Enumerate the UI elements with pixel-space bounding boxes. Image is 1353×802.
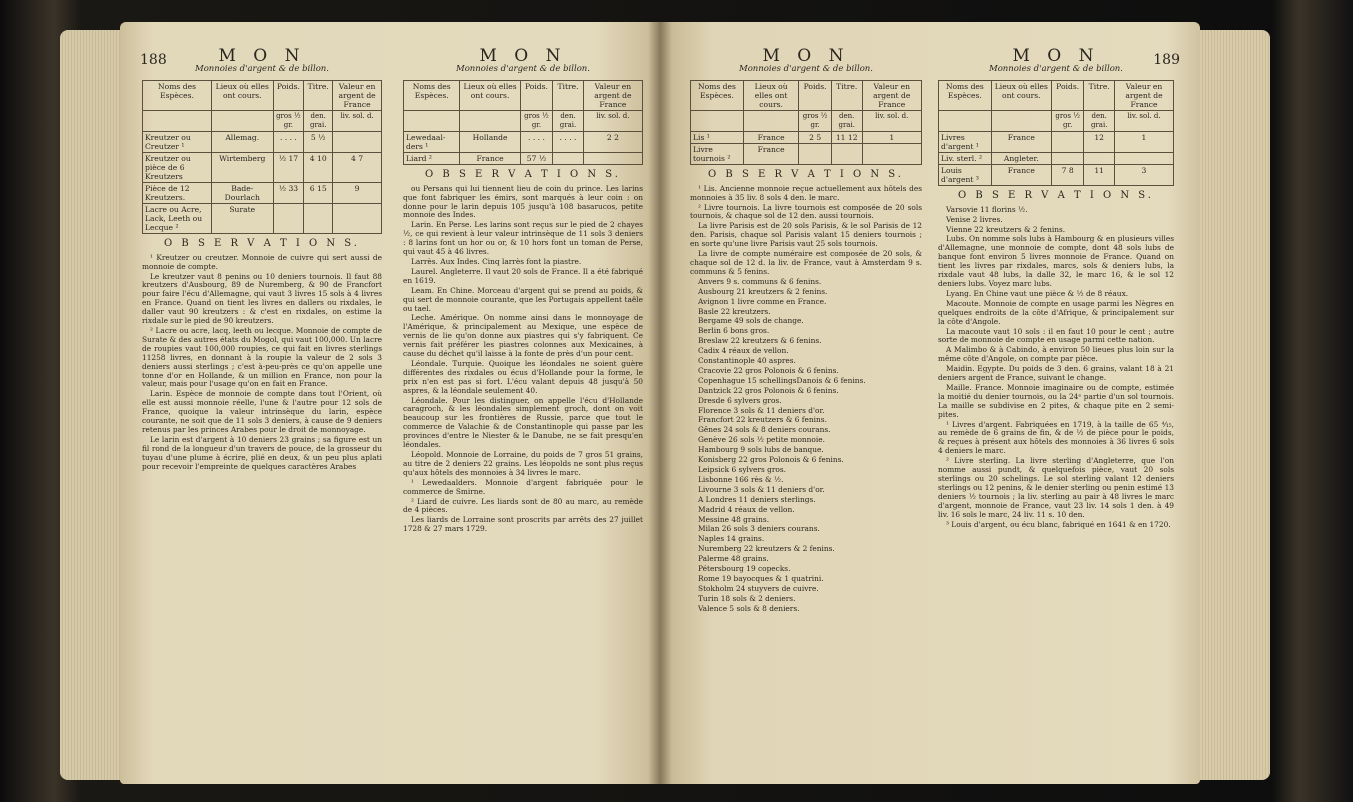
table-cell: France xyxy=(743,143,798,164)
paragraph: Venise 2 livres. xyxy=(946,214,1003,224)
column-header: Valeur en argent de France xyxy=(583,80,642,110)
table-cell: 4 10 xyxy=(304,152,333,182)
table-cell: Allemag. xyxy=(212,131,274,152)
paragraph: La livre de compte numéraire est composée de 20 sols, & chaque sol de 12 d. la liv. de France, vaut à Amsterdam 9 s. communs & 5 fenins. xyxy=(690,249,922,276)
table-cell: 57 ½ xyxy=(520,152,553,164)
paragraph: Avignon 1 livre comme en France. xyxy=(698,296,827,306)
observations-heading: O B S E R V A T I O N S. xyxy=(958,189,1154,201)
table-cell: . . . . xyxy=(273,131,304,152)
table-cell xyxy=(1084,152,1115,164)
table-subtitle: Monnoies d'argent & de billon. xyxy=(194,63,329,74)
table-row xyxy=(143,182,382,203)
paragraph: A Malimbo & à Cabindo, à environ 50 lieues plus loin sur la même côte d'Angole, on compte par pièce. xyxy=(938,345,1174,364)
unit-cell xyxy=(460,110,520,131)
paragraph: Lubs. On nomme sols lubs à Hambourg & en plusieurs villes d'Allemagne, une monnoie de compte, dont 48 sols lubs de banque font environ 5 livres monnoie de France. Quand on tient les livres par rixdales, marcs, sols & deniers lubs, la rixdale vaut 48 lubs, la dalle 32, le marc 16, & le sol 12 deniers lubs. Voyez marc lubs. xyxy=(938,234,1174,288)
table-cell: Liv. sterl. ² xyxy=(939,152,992,164)
book-gutter xyxy=(648,22,672,784)
column-header: Titre. xyxy=(831,80,862,110)
paragraph: A Londres 11 deniers sterlings. xyxy=(698,494,816,504)
table-row xyxy=(939,164,1174,185)
table-cell: Hollande xyxy=(460,131,520,152)
paragraph: Lisbonne 166 rès & ½. xyxy=(698,474,784,484)
page-number: 189 xyxy=(1153,52,1180,68)
column-header: Valeur en argent de France xyxy=(862,80,922,110)
paragraph: ¹ Lis. Ancienne monnoie reçue actuellement aux hôtels des monnoies à 35 liv. 8 sols 4 den. le marc. xyxy=(690,183,922,202)
paragraph: Les liards de Lorraine sont proscrits par arrêts des 27 juillet 1728 & 27 mars 1729. xyxy=(403,515,643,534)
paragraph: Berlin 6 bons gros. xyxy=(698,326,770,336)
right-column-1 xyxy=(690,46,922,615)
left-column-2 xyxy=(403,46,643,535)
column-header: Valeur en argent de France xyxy=(333,80,382,110)
table-cell: . . . . xyxy=(553,131,584,152)
table-cell: 2 5 xyxy=(799,131,832,143)
paragraph: La macoute vaut 10 sols : il en faut 10 pour le cent ; autre sorte de monnoie de compte en usage parmi cette nation. xyxy=(938,326,1174,345)
table-cell: Bade-Dourlach xyxy=(212,182,274,203)
column-header: Lieux où elles ont cours. xyxy=(212,80,274,110)
table-cell: Livres d'argent ¹ xyxy=(939,131,992,152)
paragraph: Macoute. Monnoie de compte en usage parmi les Nègres en quelques endroits de la côte d'Afrique, & principalement sur la côte d'Angole. xyxy=(938,298,1174,326)
coin-table xyxy=(142,80,382,234)
table-row xyxy=(143,131,382,152)
unit-cell xyxy=(691,110,744,131)
paragraph: Madrid 4 réaux de vellon. xyxy=(698,504,795,514)
column-header: Lieux où elles ont cours. xyxy=(743,80,798,110)
paragraph: Nuremberg 22 kreutzers & 2 fenins. xyxy=(698,544,835,554)
paragraph: Larin. En Perse. Les larins sont reçus sur le pied de 2 chayes ½, ce qui revient à leur valeur intrinsèque de 11 sols 3 deniers : 8 larins font un hor ou or, & 10 hors font un toman de Perse, qui vaut 45 à 46 livres. xyxy=(403,220,643,257)
page-number: 188 xyxy=(140,52,167,68)
observations-heading: O B S E R V A T I O N S. xyxy=(164,237,360,249)
unit-cell: liv. sol. d. xyxy=(583,110,642,131)
paragraph: Hambourg 9 sols lubs de banque. xyxy=(698,445,824,455)
column-header: Lieux où elles ont cours. xyxy=(991,80,1051,110)
paragraph: Francfort 22 kreutzers & 6 fenins. xyxy=(698,415,827,425)
table-cell: . . . . xyxy=(520,131,553,152)
paragraph: Dantzick 22 gros Polonois & 6 fenins. xyxy=(698,385,839,395)
unit-cell: gros ½ gr. xyxy=(1051,110,1084,131)
unit-cell: gros ½ gr. xyxy=(520,110,553,131)
unit-cell xyxy=(939,110,992,131)
table-cell: Livre tournois ² xyxy=(691,143,744,164)
column-header: Poids. xyxy=(273,80,304,110)
paragraph: ¹ Lewedaalders. Monnoie d'argent fabriquée pour le commerce de Smirne. xyxy=(403,477,643,496)
table-cell: 11 12 xyxy=(831,131,862,143)
column-header: Poids. xyxy=(520,80,553,110)
paragraph: ³ Louis d'argent, ou écu blanc, fabriqué en 1641 & en 1720. xyxy=(946,519,1171,529)
paragraph: Constantinople 40 aspres. xyxy=(698,356,796,366)
table-cell: France xyxy=(460,152,520,164)
unit-cell: den. grai. xyxy=(1084,110,1115,131)
paragraph: Anvers 9 s. communs & 6 fenins. xyxy=(698,276,822,286)
table-cell: Lis ¹ xyxy=(691,131,744,143)
paragraph: Leam. En Chine. Morceau d'argent qui se prend au poids, & qui sert de monnoie courante, que les Portugais appellent taële ou tael. xyxy=(403,285,643,313)
paragraph: Breslaw 22 kreutzers & 6 fenins. xyxy=(698,336,822,346)
table-cell: Louis d'argent ³ xyxy=(939,164,992,185)
running-header: M O N xyxy=(218,46,306,66)
table-cell xyxy=(583,152,642,164)
paragraph: ¹ Kreutzer ou creutzer. Monnoie de cuivre qui sert aussi de monnoie de compte. xyxy=(142,252,382,271)
left-column-1 xyxy=(142,46,382,472)
unit-cell: den. grai. xyxy=(304,110,333,131)
paragraph: Stokholm 24 stuyvers de cuivre. xyxy=(698,583,819,593)
paragraph: Naples 14 grains. xyxy=(698,534,765,544)
paragraph: Valence 5 sols & 8 deniers. xyxy=(698,603,800,613)
table-row xyxy=(143,152,382,182)
table-subtitle: Monnoies d'argent & de billon. xyxy=(988,63,1123,74)
column-header: Noms des Espèces. xyxy=(939,80,992,110)
paragraph: Milan 26 sols 3 deniers courans. xyxy=(698,524,820,534)
right-page xyxy=(660,22,1200,784)
table-cell: 5 ½ xyxy=(304,131,333,152)
right-column-2 xyxy=(938,46,1174,530)
paragraph: Varsovie 11 florins ½. xyxy=(946,204,1028,214)
running-header: M O N xyxy=(479,46,567,66)
table-cell: 2 2 xyxy=(583,131,642,152)
table-cell: Liard ² xyxy=(404,152,460,164)
paragraph: Gênes 24 sols & 8 deniers courans. xyxy=(698,425,831,435)
paragraph: Leipsick 6 sylvers gros. xyxy=(698,465,786,474)
table-cell: Surate xyxy=(212,203,274,233)
paragraph: Leche. Amérique. On nomme ainsi dans le monnoyage de l'Amérique, & principalement au Mexique, une espèce de vernis de lie qu'on donne aux piastres qui s'y fabriquent. Ce vernis fait préférer les piastres colonnes aux Mexicaines, à cause du déchet qu'il laisse à la fonte de près d'un pour cent. xyxy=(403,313,643,359)
table-cell xyxy=(862,143,922,164)
observations-heading: O B S E R V A T I O N S. xyxy=(708,168,904,180)
paragraph: ² Livre sterling. La livre sterling d'Angleterre, que l'on nomme aussi pundt, & quelquefois pièce, vaut 20 sols sterlings ou 20 schelings. Le sol sterling valant 12 deniers sterlings ou 12 penins, & le denier sterling ou penin estimé 13 deniers ½ tournois ; la liv. sterling au pair à 48 livres le marc d'argent, monnoie de France, vaut 23 liv. 14 sols 1 den. à 49 liv. 16 sols le marc, 24 liv. 11 s. 10 den. xyxy=(938,456,1174,519)
unit-cell xyxy=(743,110,798,131)
table-row xyxy=(404,152,643,164)
unit-cell: den. grai. xyxy=(831,110,862,131)
unit-cell xyxy=(212,110,274,131)
observations-text xyxy=(690,185,922,614)
unit-cell xyxy=(991,110,1051,131)
column-header: Noms des Espèces. xyxy=(143,80,212,110)
paragraph: Cadix 4 réaux de vellon. xyxy=(698,346,789,356)
table-cell: 7 8 xyxy=(1051,164,1084,185)
table-cell: 1 xyxy=(1114,131,1173,152)
unit-cell: den. grai. xyxy=(553,110,584,131)
coin-table xyxy=(690,80,922,165)
paragraph: Basle 22 kreutzers. xyxy=(698,306,771,316)
paragraph: Léopold. Monnoie de Lorraine, du poids de 7 gros 51 grains, au titre de 2 deniers 22 grains. Les léopolds ne sont plus reçus qu'aux hôtels des monnoies à 34 livres le marc. xyxy=(403,450,643,477)
unit-cell: liv. sol. d. xyxy=(1114,110,1173,131)
paragraph: ou Persans qui lui tiennent lieu de coin du prince. Les larins que font fabriquer les émirs, sont marqués à leur coin : on donne pour le larin depuis 105 jusqu'à 108 basarucos, petite monnoie des Indes. xyxy=(403,183,643,220)
observations-heading: O B S E R V A T I O N S. xyxy=(425,168,621,180)
paragraph: Ausbourg 21 kreutzers & 2 fenins. xyxy=(698,286,828,296)
paragraph: Larrès. Aux Indes. Cinq larrès font la piastre. xyxy=(411,256,582,266)
paragraph: Genève 26 sols ½ petite monnoie. xyxy=(698,435,825,445)
paragraph: ² Liard de cuivre. Les liards sont de 80 au marc, au remède de 4 pièces. xyxy=(403,496,643,515)
column-header: Titre. xyxy=(304,80,333,110)
paragraph: Le larin est d'argent à 10 deniers 23 grains ; sa figure est un fil rond de la longueur d'un travers de pouce, de la grosseur du tuyau d'une plume à écrire, plié en deux, & un peu plus aplati pour recevoir l'empreinte de quelques caractères Arabes xyxy=(142,434,382,471)
table-cell: France xyxy=(991,164,1051,185)
table-cell: 4 7 xyxy=(333,152,382,182)
table-cell: 12 xyxy=(1084,131,1115,152)
paragraph: Maille. France. Monnoie imaginaire ou de compte, estimée la moitié du denier tournois, ou la 24ᵉ partie d'un sol tournois. La maille se subdivise en 2 pites, & chaque pite en 2 semi-pites. xyxy=(938,382,1174,419)
table-cell xyxy=(553,152,584,164)
paragraph: Pétersbourg 19 copecks. xyxy=(698,564,791,574)
table-cell: Pièce de 12 Kreutzers. xyxy=(143,182,212,203)
table-cell: Lewedaal-ders ¹ xyxy=(404,131,460,152)
column-header: Poids. xyxy=(1051,80,1084,110)
table-subtitle: Monnoies d'argent & de billon. xyxy=(738,63,873,74)
table-cell: Kreutzer ou pièce de 6 Kreutzers xyxy=(143,152,212,182)
table-cell: 6 15 xyxy=(304,182,333,203)
table-cell: 3 xyxy=(1114,164,1173,185)
table-cell: Angleter. xyxy=(991,152,1051,164)
column-header: Valeur en argent de France xyxy=(1114,80,1173,110)
table-cell xyxy=(304,203,333,233)
page-edges-left xyxy=(60,30,120,780)
coin-table xyxy=(403,80,643,165)
paragraph: Turin 18 sols & 2 deniers. xyxy=(698,593,796,603)
paragraph: Bergame 49 sols de change. xyxy=(698,316,804,326)
table-cell: ½ 33 xyxy=(273,182,304,203)
paragraph: Dresde 6 sylvers gros. xyxy=(698,395,782,405)
table-cell: Lacre ou Acre, Lack, Leeth ou Lecque ² xyxy=(143,203,212,233)
table-cell: France xyxy=(991,131,1051,152)
table-row xyxy=(939,131,1174,152)
unit-cell xyxy=(143,110,212,131)
table-cell xyxy=(1051,131,1084,152)
unit-cell: gros ½ gr. xyxy=(799,110,832,131)
paragraph: Messine 48 grains. xyxy=(698,514,770,524)
paragraph: Copenhague 15 schellingsDanois & 6 fenins. xyxy=(698,375,866,385)
table-subtitle: Monnoies d'argent & de billon. xyxy=(455,63,590,74)
paragraph: Lyang. En Chine vaut une pièce & ½ de 8 réaux. xyxy=(946,288,1129,298)
table-cell xyxy=(1114,152,1173,164)
paragraph: Konisberg 22 gros Polonois & 6 fenins. xyxy=(698,455,844,465)
table-row xyxy=(404,131,643,152)
table-cell xyxy=(799,143,832,164)
table-cell xyxy=(333,203,382,233)
running-header: M O N xyxy=(1012,46,1100,66)
paragraph: Cracovie 22 gros Polonois & 6 fenins. xyxy=(698,365,839,375)
paragraph: Larin. Espèce de monnoie de compte dans tout l'Orient, où elle est aussi monnoie réelle, l'une & l'autre pour 12 sols de France, quoique la valeur intrinsèque du larin, espèce courante, ne soit que de 11 sols 3 deniers, à cause de 9 deniers retenus par les princes Arabes pour le droit de monnoyage. xyxy=(142,389,382,434)
table-cell: Wirtemberg xyxy=(212,152,274,182)
paragraph: Léondale. Pour les distinguer, on appelle l'écu d'Hollande caragroch, & les léondales simplement groch, dont on voit beaucoup sur les frontières de Russie, parce que tout le commerce de Valachie & de Constantinople qui passe par les provinces d'entre le Niester & le Danube, ne se fait presqu'en léondales. xyxy=(403,395,643,450)
paragraph: Livourne 3 sols & 11 deniers d'or. xyxy=(698,484,825,494)
table-cell: France xyxy=(743,131,798,143)
table-cell: 9 xyxy=(333,182,382,203)
left-page xyxy=(120,22,660,784)
paragraph: ¹ Livres d'argent. Fabriquées en 1719, à la taille de 65 ⁴⁄₁₅, au remède de 6 grains de fin, & de ½ de pièce pour le poids, & reçues à présent aux hôtels des monnoies à 36 livres 6 sols 4 deniers le marc. xyxy=(938,419,1174,456)
column-header: Lieux où elles ont cours. xyxy=(460,80,520,110)
paragraph: Laurel. Angleterre. Il vaut 20 sols de France. Il a été fabriqué en 1619. xyxy=(403,266,643,285)
paragraph: Rome 19 bayocques & 1 quatrini. xyxy=(698,573,824,583)
table-row xyxy=(691,143,922,164)
paragraph: ² Livre tournois. La livre tournois est composée de 20 sols tournois, & chaque sol de 12 den. aussi tournois. xyxy=(690,202,922,221)
observations-text xyxy=(142,254,382,472)
page-edges-right xyxy=(1200,30,1270,780)
table-cell xyxy=(333,131,382,152)
table-row xyxy=(691,131,922,143)
table-cell: 11 xyxy=(1084,164,1115,185)
table-cell: ½ 17 xyxy=(273,152,304,182)
table-row xyxy=(143,203,382,233)
table-row xyxy=(939,152,1174,164)
column-header: Noms des Espèces. xyxy=(404,80,460,110)
observations-text xyxy=(403,185,643,534)
column-header: Titre. xyxy=(1084,80,1115,110)
table-cell: 1 xyxy=(862,131,922,143)
paragraph: Le kreutzer vaut 8 penins ou 10 deniers tournois. Il faut 88 kreutzers d'Ausbourg, 89 de Nuremberg, & 90 de Francfort pour faire l'écu d'Allemagne, qui vaut 3 livres 15 sols à 4 livres en France. Quand on tient les livres en dallers ou rixdales, le daller vaut 90 kreutzers : & c'est en rixdales, on estime la rixdale sur le pied de 90 kreutzers. xyxy=(142,271,382,326)
unit-cell: liv. sol. d. xyxy=(333,110,382,131)
coin-table xyxy=(938,80,1174,186)
paragraph: ² Lacre ou acre, lacq, leeth ou lecque. Monnoie de compte de Surate & des autres états du Mogol, qui vaut 100,000. Un lacre de roupies vaut 100,000 roupies, ce qui fait en livres sterlings 11258 livres, en donnant à la roupie la valeur de 2 sols 3 deniers aussi sterlings ; c'est à-peu-près ce qu'on appelle une tonne d'or en Hollande, & un million en France, non pour la valeur, mais pour l'usage qu'on en fait en France. xyxy=(142,325,382,389)
paragraph: Palerme 48 grains. xyxy=(698,554,769,564)
observations-text xyxy=(938,206,1174,530)
running-header: M O N xyxy=(762,46,850,66)
unit-cell: liv. sol. d. xyxy=(862,110,922,131)
table-cell xyxy=(831,143,862,164)
unit-cell xyxy=(404,110,460,131)
table-cell: Kreutzer ou Creutzer ¹ xyxy=(143,131,212,152)
paragraph: La livre Parisis est de 20 sols Parisis, & le sol Parisis de 12 den. Parisis, chaque sol Parisis valant 15 deniers tournois ; en sorte qu'une livre Parisis vaut 25 sols tournois. xyxy=(690,221,922,249)
table-cell xyxy=(1051,152,1084,164)
paragraph: Léondale. Turquie. Quoique les léondales ne soient guère différentes des rixdales ou écus d'Hollande pour la forme, le prix n'en est pas si fort. L'écu valant depuis 48 jusqu'à 50 aspres, & la léondale seulement 40. xyxy=(403,358,643,395)
column-header: Noms des Espèces. xyxy=(691,80,744,110)
paragraph: Vienne 22 kreutzers & 2 fenins. xyxy=(946,224,1066,234)
unit-cell: gros ½ gr. xyxy=(273,110,304,131)
column-header: Titre. xyxy=(553,80,584,110)
paragraph: Florence 3 sols & 11 deniers d'or. xyxy=(698,405,825,415)
table-cell xyxy=(273,203,304,233)
paragraph: Maidin. Egypte. Du poids de 3 den. 6 grains, valant 18 à 21 deniers argent de France, suivant le change. xyxy=(938,364,1174,383)
column-header: Poids. xyxy=(799,80,832,110)
